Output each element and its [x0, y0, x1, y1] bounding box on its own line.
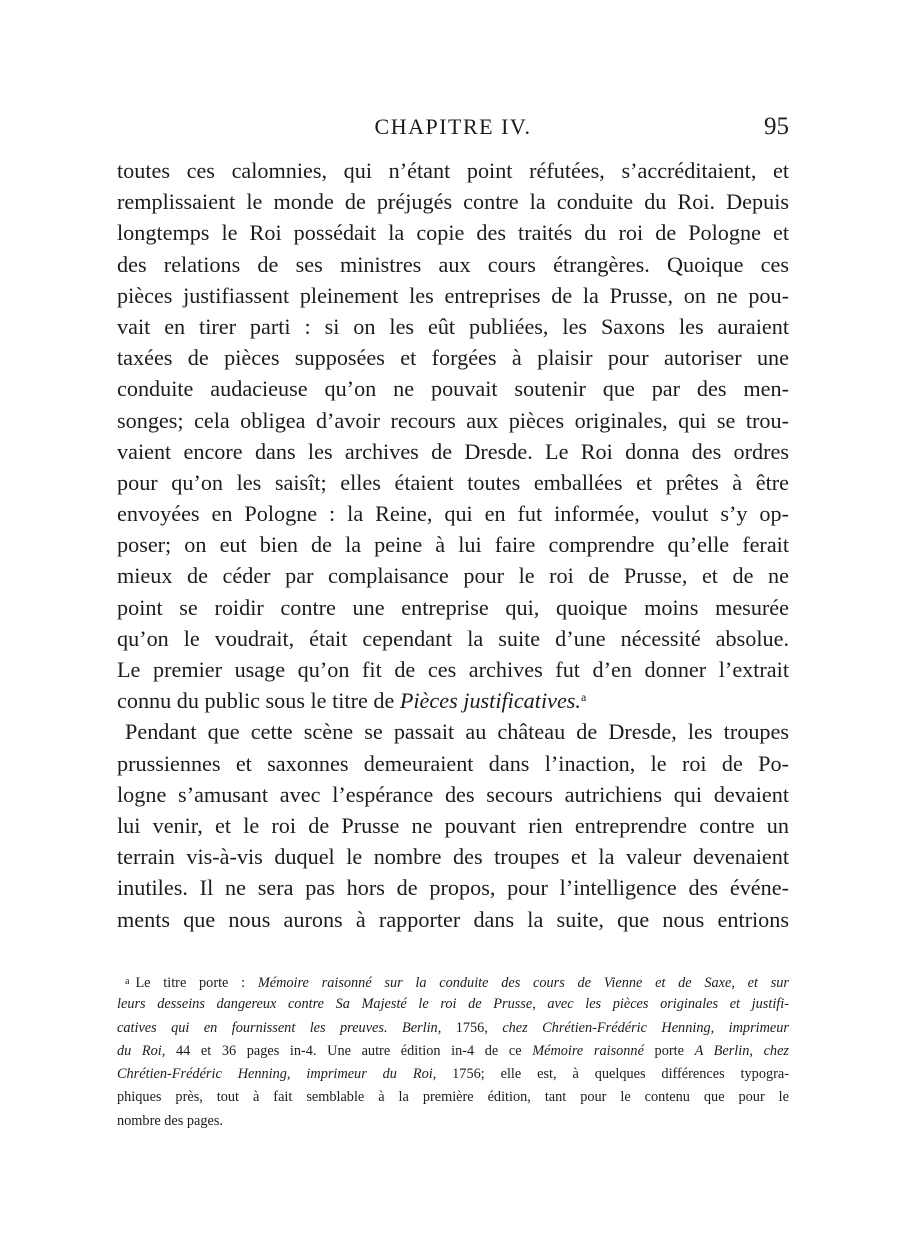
paragraph-1 — [117, 155, 789, 716]
text-line-last — [117, 685, 789, 716]
text-line: vait en tirer parti : si on les eût publiées, les Saxons les auraient — [117, 313, 789, 339]
footnote — [117, 970, 789, 1133]
text-line: terrain vis-à-vis duquel le nombre des troupes et la valeur devenaient — [117, 844, 789, 870]
text-line: prussiennes et saxonnes demeuraient dans l’inaction, le roi de Po- — [117, 750, 789, 776]
footnote-line — [117, 1040, 789, 1063]
footnote-reference[interactable]: a — [580, 690, 587, 705]
text-line: Le premier usage qu’on fit de ces archives fut d’en donner l’extrait — [117, 657, 789, 682]
italic-segment: chez Chrétien-Frédéric Henning, imprimeur — [502, 1019, 789, 1036]
page-number: 95 — [764, 113, 789, 140]
italic-segment: Mémoire raisonné sur la conduite des cours de Vienne et de Saxe, et sur — [257, 975, 789, 991]
text-line: Pendant que cette scène se passait au château de Dresde, les troupes — [125, 719, 789, 745]
text-line: mieux de céder par complaisance pour le roi de Prusse, et de ne — [117, 563, 789, 589]
text-line: envoyées en Pologne : la Reine, qui en fut informée, voulut s’y op- — [117, 501, 789, 527]
text-line: conduite audacieuse qu’on ne pouvait soutenir que par des men- — [117, 376, 789, 402]
italic-segment: A Berlin, chez — [694, 1042, 789, 1059]
text-line: inutiles. Il ne sera pas hors de propos, pour l’intelligence des événe- — [117, 875, 789, 901]
footnote-mark: a — [125, 976, 130, 987]
paragraph-2 — [117, 716, 789, 934]
chapter-title: CHAPITRE IV. — [374, 114, 532, 139]
italic-segment: Chrétien-Frédéric Henning, imprimeur du Roi, — [117, 1066, 437, 1083]
text-line: logne s’amusant avec l’espérance des secours autrichiens qui devaient — [117, 781, 789, 807]
text-line: songes; cela obligea d’avoir recours aux pièces originales, qui se trou- — [117, 407, 789, 433]
footnote-line — [117, 993, 789, 1016]
text-line: qu’on le voudrait, était cependant la suite d’une nécessité absolue. — [117, 625, 789, 651]
body-text — [117, 155, 789, 935]
book-title-italic: Pièces justificatives. — [399, 688, 581, 714]
text-segment: 1756, — [441, 1019, 503, 1036]
text-segment: porte — [643, 1042, 695, 1059]
footnote-line — [117, 970, 789, 993]
text-line: pièces justifiassent pleinement les entreprises de la Prusse, on ne pou- — [117, 282, 789, 308]
text-line: lui venir, et le roi de Prusse ne pouvant rien entreprendre contre un — [117, 812, 789, 838]
text-line: remplissaient le monde de préjugés contre la conduite du Roi. Depuis — [117, 189, 789, 215]
text-segment: connu du public sous le titre de — [117, 688, 400, 714]
text-line: des relations de ses ministres aux cours étrangères. Quoique ces — [117, 251, 789, 277]
footnote-line — [117, 1063, 789, 1086]
footnote-line: nombre des pages. — [117, 1112, 224, 1129]
text-line: vaient encore dans les archives de Dresde. Le Roi donna des ordres — [117, 438, 789, 464]
footnote-line: phiques près, tout à fait semblable à la première édition, tant pour le contenu que pour le — [117, 1089, 789, 1106]
italic-segment: Mémoire raisonné — [532, 1042, 644, 1059]
footnote-line — [117, 1017, 789, 1040]
italic-segment: catives qui en fournissent les preuves. Berlin, — [117, 1019, 442, 1036]
text-line: longtemps le Roi possédait la copie des traités du roi de Pologne et — [117, 220, 789, 246]
text-segment: 44 et 36 pages in-4. Une autre édition in-4 de ce — [165, 1042, 533, 1059]
text-line: taxées de pièces supposées et forgées à plaisir pour autoriser une — [117, 345, 789, 371]
text-line: pour qu’on les saisît; elles étaient toutes emballées et prêtes à être — [117, 469, 789, 495]
text-line: ments que nous aurons à rapporter dans la suite, que nous entrions — [117, 906, 789, 932]
text-segment: 1756; elle est, à quelques différences typogra- — [436, 1066, 789, 1083]
text-line: toutes ces calomnies, qui n’étant point réfutées, s’accréditaient, et — [117, 158, 789, 183]
text-line: poser; on eut bien de la peine à lui faire comprendre qu’elle ferait — [117, 532, 789, 558]
text-line: point se roidir contre une entreprise qui, quoique moins mesurée — [117, 594, 789, 620]
running-head — [117, 112, 789, 146]
italic-segment: leurs desseins dangereux contre Sa Majesté le roi de Prusse, avec les pièces originales et justifi- — [117, 996, 789, 1013]
text-segment: Le titre porte : — [135, 975, 258, 991]
italic-segment: du Roi, — [117, 1042, 166, 1059]
